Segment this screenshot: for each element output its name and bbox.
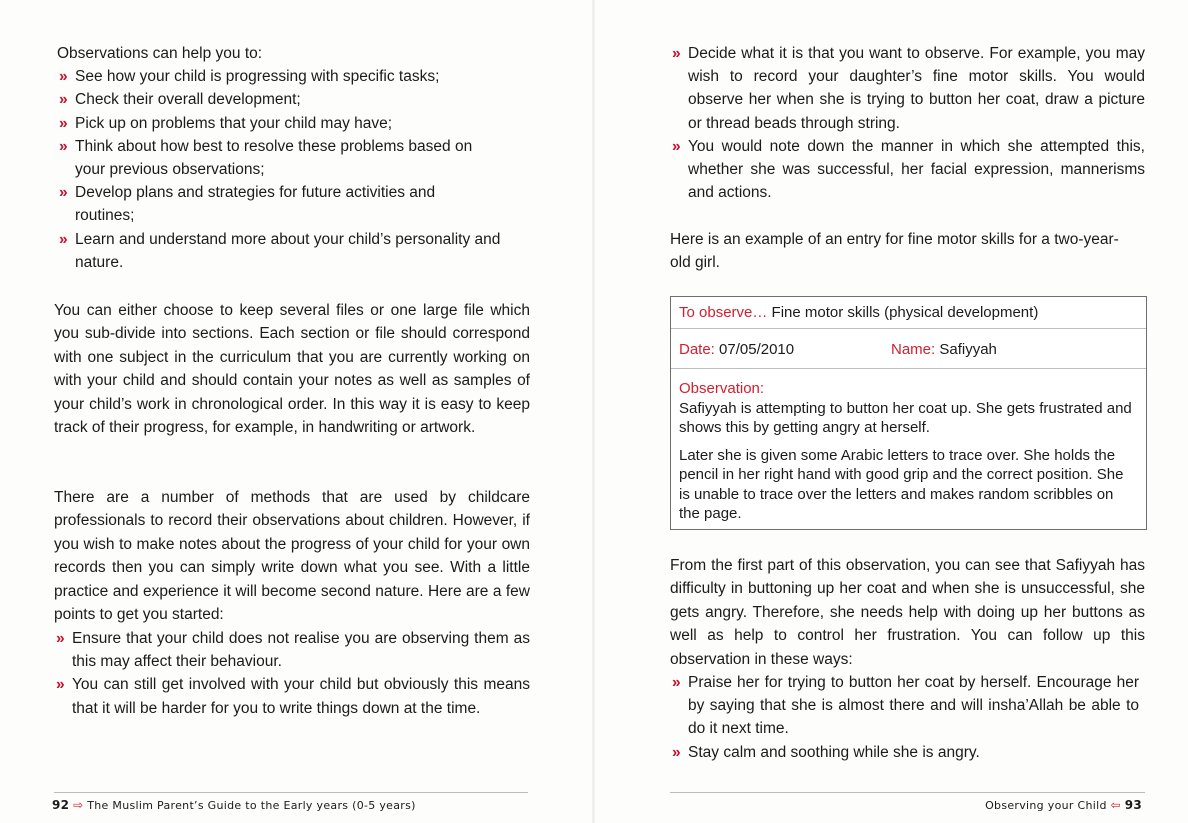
observe-value: Fine motor skills (physical development) [771, 304, 1039, 321]
footer-rule [54, 792, 528, 793]
left-footer [0, 792, 594, 818]
list-item: » Ensure that your child does not realise you are observing them as this may affect their behaviour. [54, 627, 530, 673]
list-item: » Stay calm and soothing while she is angry. [670, 741, 1145, 764]
example-intro: Here is an example of an entry for fine motor skills for a two-year-old girl. [670, 231, 1119, 272]
date-name-row [671, 329, 1146, 369]
footer-rule [670, 792, 1145, 793]
bullet-icon: » [59, 114, 68, 132]
bullet-icon: » [59, 184, 68, 202]
page-number: 92 [52, 798, 70, 812]
conclusion-paragraph: From the first part of this observation, you can see that Safiyyah has difficulty in buttoning up her coat and when she is unsuccessful, she gets angry. Therefore, she needs help with doing up her buttons as well as help to control her frustration. You can follow up this observation in these ways: [670, 557, 1145, 668]
bullet-icon: » [59, 91, 68, 109]
bullet-icon: » [672, 137, 681, 155]
bullet-icon: » [672, 45, 681, 62]
observation-label: Observation: [679, 380, 765, 397]
list-item: » See how your child is progressing with specific tasks; [57, 65, 527, 88]
methods-paragraph: There are a number of methods that are used by childcare professionals to record their observations about children. However, if you wish to make notes about the progress of your child for your own records then you can simply write down what you see. With a little practice and experience it will become second nature. Here are a few points to get you started: [54, 489, 530, 624]
list-item: » Pick up on problems that your child may have; [57, 112, 527, 135]
observation-points [54, 627, 530, 720]
bullet-icon: » [59, 68, 68, 86]
bullet-icon: » [56, 676, 65, 694]
list-item: » Think about how best to resolve these problems based on your previous observations; [57, 135, 527, 181]
observation-text-1: Safiyyah is attempting to button her coat up. She gets frustrated and shows this by getting angry at herself. [679, 399, 1132, 436]
benefits-list [57, 65, 527, 274]
page-number: 93 [1124, 798, 1142, 812]
list-item: » Check their overall development; [57, 88, 527, 111]
intro-lead: Observations can help you to: [57, 45, 263, 62]
observation-section [671, 369, 1146, 529]
bullet-icon: » [59, 137, 68, 155]
observation-steps [670, 42, 1145, 204]
right-footer [594, 792, 1188, 818]
date-label: Date: [679, 341, 715, 358]
observe-label: To observe… [679, 304, 768, 321]
section-title: Observing your Child [985, 799, 1107, 812]
bullet-icon: » [672, 674, 681, 691]
observe-row [671, 297, 1146, 329]
observation-entry-box [670, 296, 1147, 530]
list-item: » Develop plans and strategies for future activities and routines; [57, 181, 527, 227]
bullet-icon: » [59, 230, 68, 248]
observation-benefits [57, 42, 527, 274]
book-title: The Muslim Parent’s Guide to the Early years (0-5 years) [87, 799, 416, 812]
list-item: » Learn and understand more about your child’s personality and nature. [57, 228, 527, 274]
date-value: 07/05/2010 [719, 341, 795, 358]
observation-text-2: Later she is given some Arabic letters to trace over. She holds the pencil in her right hand with good grip and the correct position. She is unable to trace over the letters and makes random scribbles on the page. [679, 446, 1124, 522]
list-item: » Decide what it is that you want to observe. For example, you may wish to record your daughter’s fine motor skills. You would observe her when she is trying to button her coat, draw a picture or thread beads through string. [670, 42, 1145, 135]
name-value: Safiyyah [939, 341, 997, 358]
files-paragraph: You can either choose to keep several files or one large file which you sub-divide into sections. Each section or file should correspond with one subject in the curriculum that you are currently working on with your child and should contain your notes as well as samples of your child’s work in chronological order. In this way it is easy to keep track of their progress, for example, in handwriting or artwork. [54, 302, 530, 437]
list-item: » You can still get involved with your child but obviously this means that it will be harder for you to write things down at the time. [54, 673, 530, 719]
arrow-left-icon: ⇦ [1110, 798, 1121, 812]
right-page [594, 0, 1188, 823]
bullet-icon: » [56, 630, 65, 647]
name-label: Name: [891, 341, 936, 358]
bullet-icon: » [672, 743, 681, 761]
followup-list [670, 671, 1145, 764]
arrow-right-icon: ⇨ [73, 798, 84, 812]
list-item: » Praise her for trying to button her coat by herself. Encourage her by saying that she is almost there and will insha’Allah be able to do it next time. [670, 671, 1145, 741]
list-item: » You would note down the manner in which she attempted this, whether she was successful, her facial expression, mannerisms and actions. [670, 135, 1145, 205]
